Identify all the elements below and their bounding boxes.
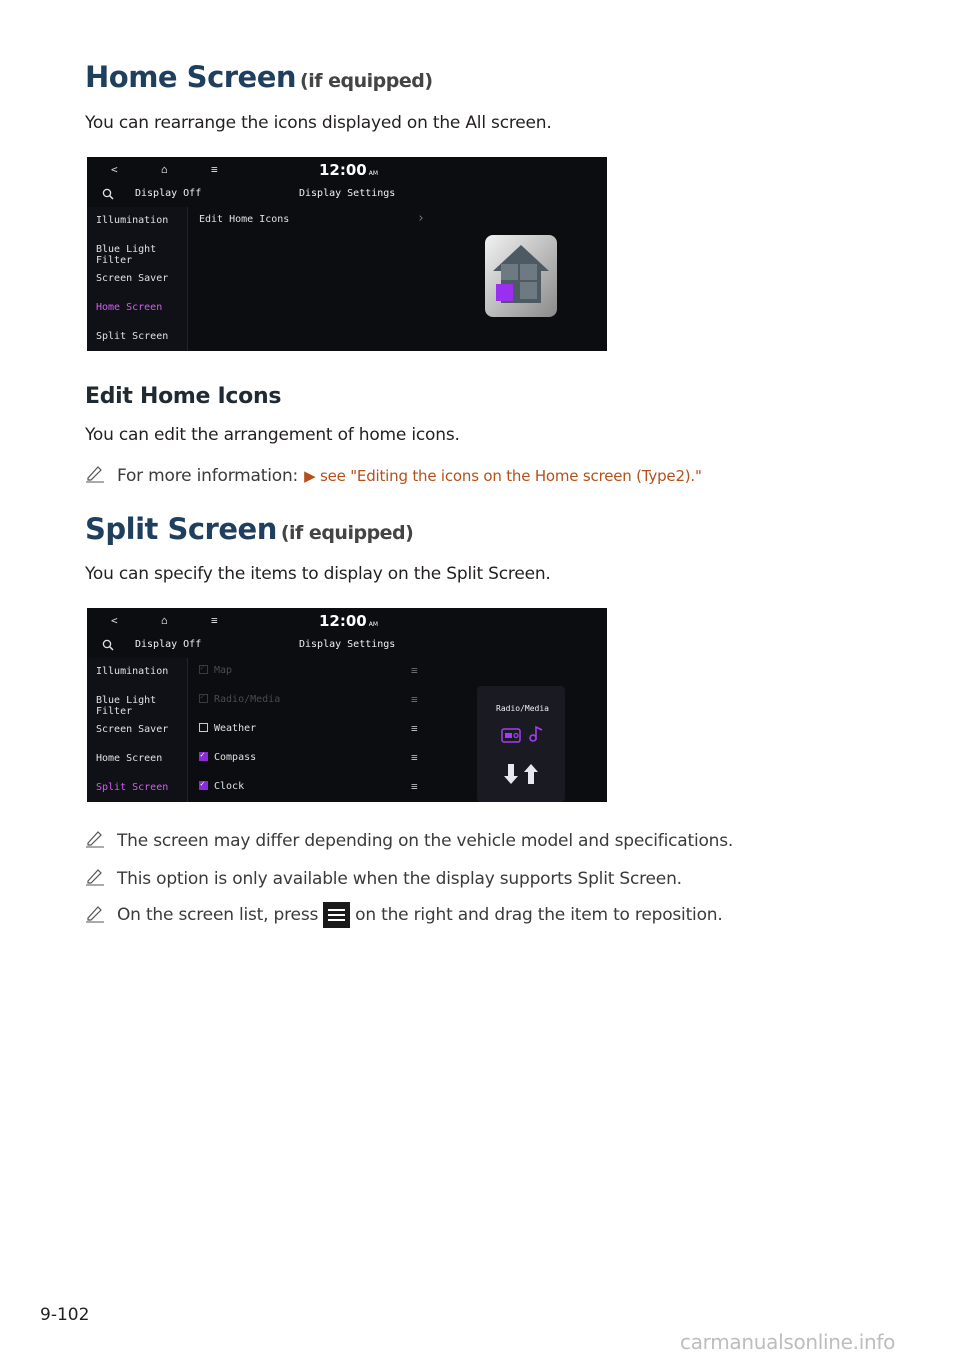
menu-divider (187, 207, 188, 351)
split-screen-preview (477, 686, 565, 802)
menu-item-split-screen[interactable]: Split Screen (96, 331, 169, 342)
drag-handle-icon[interactable]: ≡ (411, 722, 418, 735)
menu-item-home-screen[interactable]: Home Screen (96, 753, 163, 764)
checkbox-unchecked[interactable] (199, 723, 208, 732)
section-title-text: Home Screen (85, 60, 297, 94)
split-item-label: Radio/Media (214, 694, 281, 705)
preview-label: Radio/Media (496, 704, 549, 713)
note-drag-reposition (85, 902, 723, 928)
checkbox-locked (199, 694, 208, 703)
back-icon[interactable]: < (111, 163, 118, 176)
top-bar (87, 157, 607, 207)
page-number: 9-102 (40, 1305, 90, 1325)
split-item-label: Clock (214, 781, 245, 792)
subsection-title-edit-home-icons: Edit Home Icons (85, 384, 282, 409)
clock-ampm: AM (368, 621, 379, 628)
menu-item-screen-saver[interactable]: Screen Saver (96, 724, 169, 735)
note-text-after: on the right and drag the item to reposition. (355, 905, 723, 925)
display-off-button[interactable]: Display Off (135, 188, 202, 199)
clock-ampm: AM (368, 170, 379, 177)
radio-media-icon (501, 724, 545, 746)
menu-item-screen-saver[interactable]: Screen Saver (96, 273, 169, 284)
back-icon[interactable]: < (111, 614, 118, 627)
note-text: This option is only available when the display supports Split Screen. (117, 868, 682, 889)
menu-item-blue-light-filter[interactable]: Blue Light Filter (96, 244, 157, 266)
split-item-radio-media (199, 694, 280, 705)
menu-icon[interactable]: ≡ (211, 614, 218, 627)
split-item-compass[interactable] (199, 752, 256, 763)
menu-icon[interactable]: ≡ (211, 163, 218, 176)
more-info-note (85, 463, 702, 488)
drag-handle-icon (323, 902, 350, 928)
home-screen-description: You can rearrange the icons displayed on the All screen. (85, 113, 552, 133)
note-text-before: On the screen list, press (117, 905, 319, 925)
display-settings-heading: Display Settings (299, 639, 396, 650)
note-split-screen-support (85, 866, 682, 891)
edit-home-icons-option[interactable]: Edit Home Icons (199, 214, 290, 225)
section-title-text: Split Screen (85, 512, 277, 546)
clock (319, 612, 378, 630)
drag-handle-icon[interactable]: ≡ (411, 751, 418, 764)
screenshot-home-screen-settings (87, 157, 607, 351)
search-icon[interactable] (102, 639, 114, 654)
checkbox-locked (199, 665, 208, 674)
arrow-right-icon: ▶ (304, 466, 316, 485)
split-screen-description: You can specify the items to display on the Split Screen. (85, 564, 551, 584)
screenshot-split-screen-settings (87, 608, 607, 802)
top-bar (87, 608, 607, 658)
cross-reference-text: see "Editing the icons on the Home screen (Type2)." (319, 466, 702, 485)
if-equipped-label: (if equipped) (300, 70, 433, 92)
menu-item-illumination[interactable]: Illumination (96, 666, 169, 677)
home-icon-illustration (479, 231, 561, 323)
clock (319, 161, 378, 179)
section-title-home-screen (85, 60, 433, 94)
split-item-clock[interactable] (199, 781, 244, 792)
reorder-arrows-icon (501, 762, 545, 786)
menu-divider (187, 658, 188, 802)
edit-home-icons-description: You can edit the arrangement of home icons. (85, 425, 460, 445)
menu-item-blue-light-filter[interactable]: Blue Light Filter (96, 695, 157, 717)
checkbox-checked[interactable] (199, 781, 208, 790)
display-off-button[interactable]: Display Off (135, 639, 202, 650)
home-icon[interactable]: ⌂ (161, 614, 168, 627)
if-equipped-label: (if equipped) (280, 522, 414, 544)
search-icon[interactable] (102, 188, 114, 203)
checkbox-checked[interactable] (199, 752, 208, 761)
watermark: carmanualsonline.info (680, 1330, 896, 1354)
drag-handle-icon[interactable]: ≡ (411, 664, 418, 677)
note-prefix: For more information: (117, 465, 299, 486)
menu-item-illumination[interactable]: Illumination (96, 215, 169, 226)
pencil-note-icon (85, 903, 107, 928)
note-text: The screen may differ depending on the vehicle model and specifications. (117, 830, 734, 851)
split-item-label: Compass (214, 752, 257, 763)
pencil-note-icon (85, 463, 107, 488)
drag-handle-icon[interactable]: ≡ (411, 780, 418, 793)
display-settings-heading: Display Settings (299, 188, 396, 199)
menu-item-home-screen[interactable]: Home Screen (96, 302, 163, 313)
drag-handle-icon[interactable]: ≡ (411, 693, 418, 706)
split-item-label: Weather (214, 723, 257, 734)
settings-menu (87, 207, 187, 351)
clock-time: 12:00 (319, 161, 367, 179)
pencil-note-icon (85, 866, 107, 891)
split-item-weather[interactable] (199, 723, 256, 734)
split-item-map (199, 665, 232, 676)
cross-reference-link[interactable] (304, 467, 702, 485)
home-icon[interactable]: ⌂ (161, 163, 168, 176)
menu-item-split-screen[interactable]: Split Screen (96, 782, 169, 793)
chevron-right-icon: › (417, 211, 425, 226)
settings-menu (87, 658, 187, 802)
clock-time: 12:00 (319, 612, 367, 630)
section-title-split-screen (85, 512, 413, 546)
pencil-note-icon (85, 828, 107, 853)
split-item-label: Map (214, 665, 233, 676)
note-screen-may-differ (85, 828, 733, 853)
